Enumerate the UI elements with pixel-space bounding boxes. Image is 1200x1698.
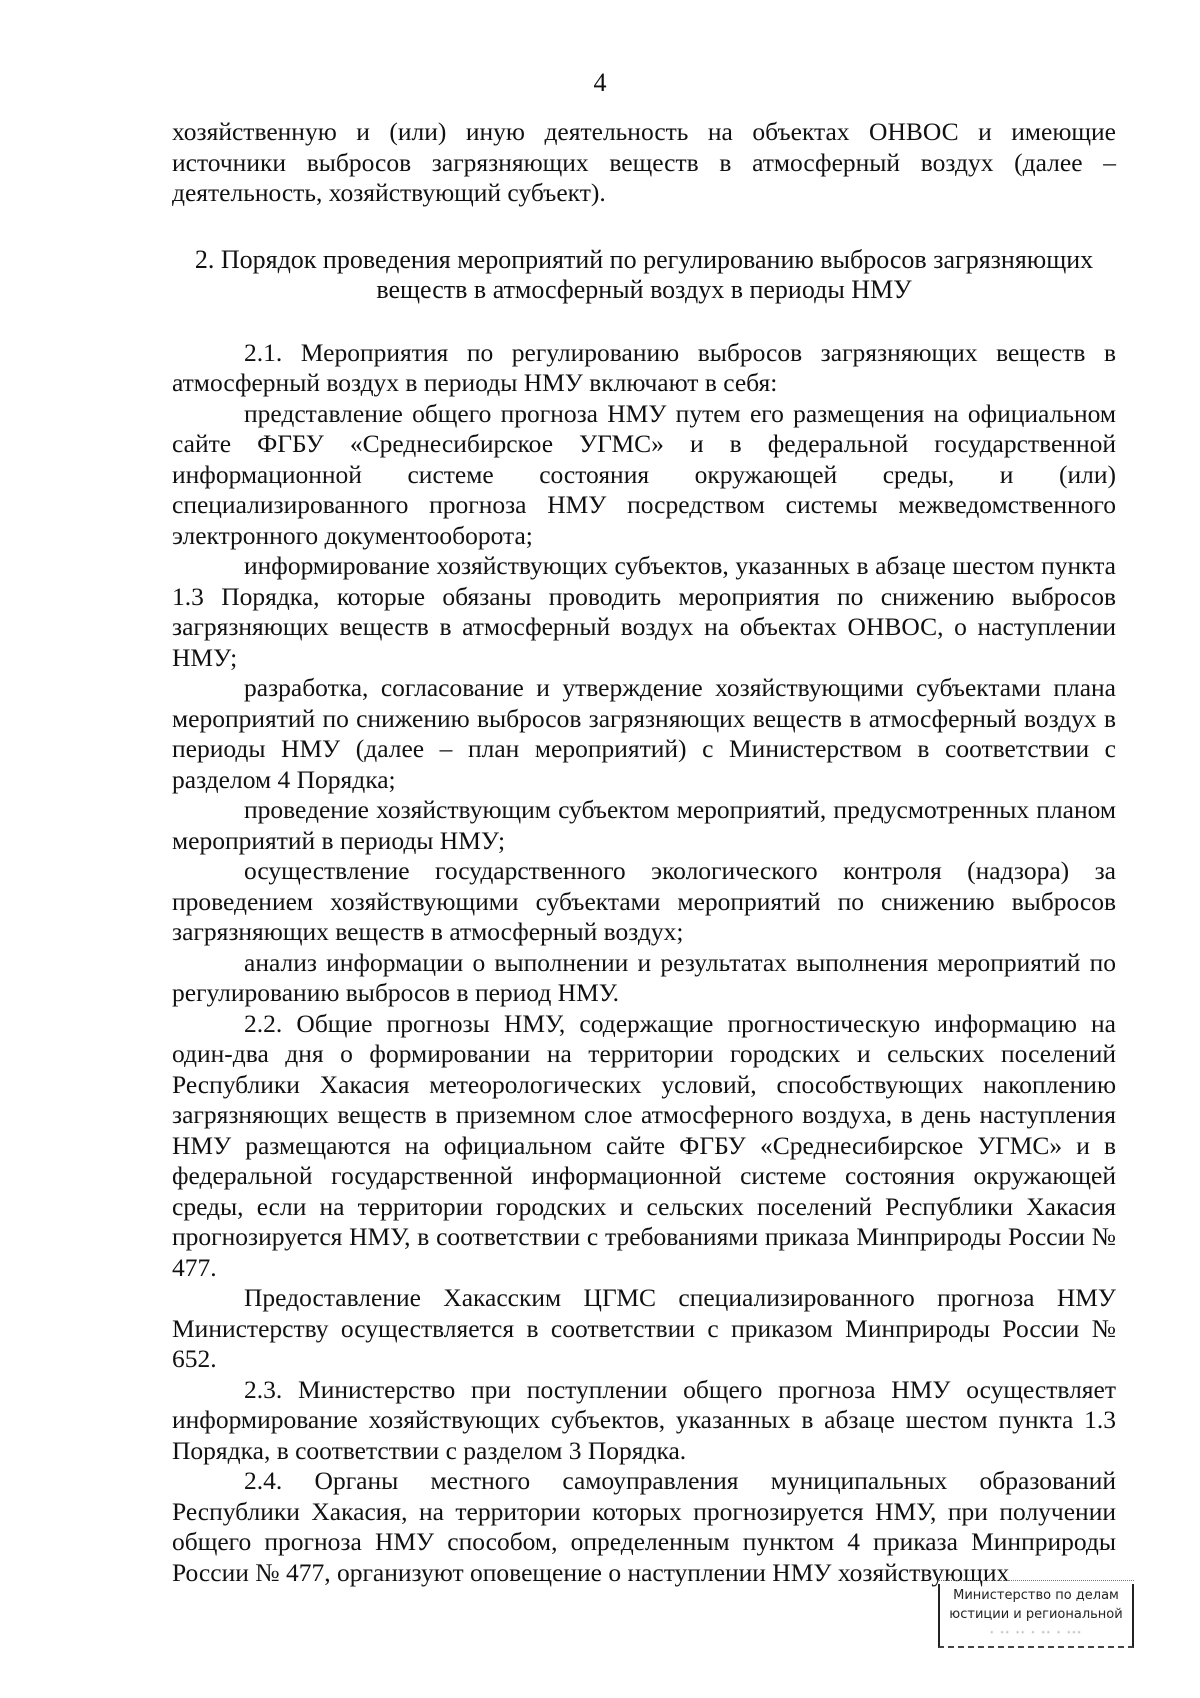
paragraph-2-3: 2.3. Министерство при поступлении общего прогноза НМУ осуществляет информирование хозяйствующих субъектов, указанных в абзаце шестом пункта 1.3 Порядка, в соответствии с разделом 3 Порядка.	[172, 1374, 1116, 1465]
paragraph-2-2: 2.2. Общие прогнозы НМУ, содержащие прогностическую информацию на один-два дня о формировании на территории городских и сельских поселений Республики Хакасия метеорологических условий, способствующих накоплению загрязняющих веществ в приземном слое атмосферного воздуха, в день наступления НМУ размещаются на официальном сайте ФГБУ «Среднесибирское УГМС» и в федеральной государственной информационной системе состояния окружающей среды, если на территории городских и сельских поселений Республики Хакасия прогнозируется НМУ, в соответствии с требованиями приказа Минприроды России № 477.	[172, 1008, 1116, 1282]
stamp-line-1: Министерство по делам	[953, 1588, 1119, 1603]
stamp-line-2: юстиции и региональной	[949, 1607, 1123, 1622]
section-title	[172, 245, 1116, 306]
document-body	[172, 117, 1116, 1588]
list-item-plan-execution: проведение хозяйствующим субъектом мероприятий, предусмотренных планом мероприятий в периоды НМУ;	[172, 795, 1116, 855]
list-item-forecast-publication: представление общего прогноза НМУ путем его размещения на официальном сайте ФГБУ «Среднесибирское УГМС» и в федеральной государственной информационной системе состояния окружающей среды, и (или) специализированного прогноза НМУ посредством системы межведомственного электронного документооборота;	[172, 398, 1116, 550]
paragraph-2-1: 2.1. Мероприятия по регулированию выбросов загрязняющих веществ в атмосферный воздух в периоды НМУ включают в себя:	[172, 337, 1116, 397]
stamp-line-3: · ·· ·· · ·· · ···	[989, 1626, 1083, 1641]
intro-paragraph: хозяйственную и (или) иную деятельность на объектах ОНВОС и имеющие источники выбросов загрязняющих веществ в атмосферный воздух (далее – деятельность, хозяйствующий субъект).	[172, 117, 1116, 207]
list-item-informing-entities: информирование хозяйствующих субъектов, указанных в абзаце шестом пункта 1.3 Порядка, которые обязаны проводить мероприятия по снижению выбросов загрязняющих веществ в атмосферный воздух на объектах ОНВОС, о наступлении НМУ;	[172, 551, 1116, 672]
list-item-plan-development: разработка, согласование и утверждение хозяйствующими субъектами плана мероприятий по снижению выбросов загрязняющих веществ в атмосферный воздух в периоды НМУ (далее – план мероприятий) с Министерством в соответствии с разделом 4 Порядка;	[172, 673, 1116, 794]
registration-stamp	[938, 1584, 1134, 1648]
section-title-line-1: 2. Порядок проведения мероприятий по регулированию выбросов загрязняющих	[194, 244, 1094, 274]
list-item-state-control: осуществление государственного экологического контроля (надзора) за проведением хозяйствующими субъектами мероприятий по снижению выбросов загрязняющих веществ в атмосферный воздух;	[172, 856, 1116, 946]
page-number: 4	[593, 68, 607, 97]
section-title-line-2: веществ в атмосферный воздух в периоды НМУ	[376, 275, 912, 304]
stamp-top-border	[938, 1580, 1134, 1581]
paragraph-specialized-forecast: Предоставление Хакасским ЦГМС специализированного прогноза НМУ Министерству осуществляется в соответствии с приказом Минприроды России № 652.	[172, 1283, 1116, 1373]
paragraph-2-4: 2.4. Органы местного самоуправления муниципальных образований Республики Хакасия, на территории которых прогнозируется НМУ, при получении общего прогноза НМУ способом, определенным пунктом 4 приказа Минприроды России № 477, организуют оповещение о наступлении НМУ хозяйствующих	[172, 1466, 1116, 1587]
list-item-analysis: анализ информации о выполнении и результатах выполнения мероприятий по регулированию выбросов в период НМУ.	[172, 947, 1116, 1007]
